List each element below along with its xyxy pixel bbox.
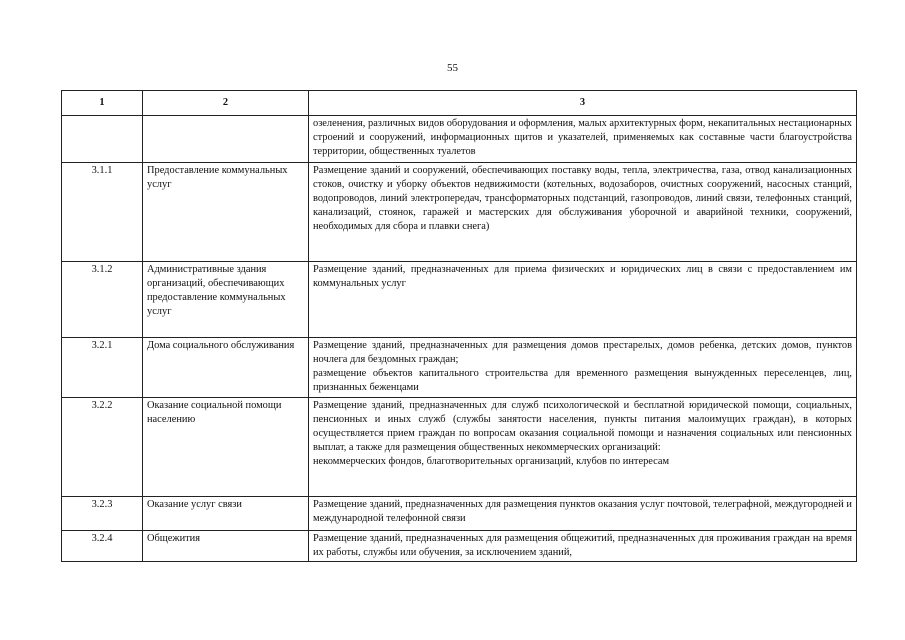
row-code: 3.1.2: [62, 262, 143, 338]
row-description: [309, 338, 857, 398]
row-description: [309, 398, 857, 497]
description-paragraph: Размещение зданий, предназначенных для размещения домов престарелых, домов ребенка, детских домов, пунктов ночлега для бездомных граждан;: [313, 340, 852, 365]
table-row: [62, 398, 857, 497]
description-paragraph: некоммерческих фондов, благотворительных организаций, клубов по интересам: [313, 455, 670, 467]
description-paragraph: озеленения, различных видов оборудования и оформления, малых архитектурных форм, некапитальных нестационарных строений и сооружений, информационных щитов и указателей, применяемых как составные части благоустройства территории, общественных туалетов: [313, 118, 852, 157]
row-name: Общежития: [143, 531, 309, 562]
row-description: [309, 262, 857, 338]
row-name: Предоставление коммунальных услуг: [143, 163, 309, 262]
row-description: [309, 531, 857, 562]
row-name: Дома социального обслуживания: [143, 338, 309, 398]
table-row: [62, 262, 857, 338]
row-name: [143, 116, 309, 163]
table-row: [62, 338, 857, 398]
description-paragraph: Размещение зданий, предназначенных для приема физических и юридических лиц в связи с предоставлением им коммунальных услуг: [313, 264, 852, 289]
header-col-3: 3: [309, 91, 857, 116]
row-name: Административные здания организаций, обеспечивающих предоставление коммунальных услуг: [143, 262, 309, 338]
row-description: [309, 116, 857, 163]
row-code: 3.2.4: [62, 531, 143, 562]
table-row: [62, 116, 857, 163]
row-description: [309, 163, 857, 262]
description-paragraph: размещение объектов капитального строительства для временного размещения вынужденных переселенцев, лиц, признанных беженцами: [313, 367, 852, 393]
table-row: [62, 497, 857, 531]
description-paragraph: Размещение зданий и сооружений, обеспечивающих поставку воды, тепла, электричества, газа, отвод канализационных стоков, очистку и уборку объектов недвижимости (котельных, водозаборов, очистных сооружений, насосных станций, водопроводов, линий электропередач, трансформаторных подстанций, газопроводов, линий связи, телефонных станций, канализаций, стоянок, гаражей и мастерских для обслуживания уборочной и аварийной техники, сооружений, необходимых для сбора и плавки снега): [313, 165, 852, 232]
description-paragraph: Размещение зданий, предназначенных для размещения общежитий, предназначенных для проживания граждан на время их работы, службы или обучения, за исключением зданий,: [313, 533, 852, 558]
header-col-1: 1: [62, 91, 143, 116]
description-paragraph: Размещение зданий, предназначенных для размещения пунктов оказания услуг почтовой, телеграфной, междугородней и международной телефонной связи: [313, 499, 852, 524]
row-name: Оказание социальной помощи населению: [143, 398, 309, 497]
table-row: [62, 531, 857, 562]
row-code: 3.2.3: [62, 497, 143, 531]
land-use-table: [61, 90, 857, 562]
row-code: 3.1.1: [62, 163, 143, 262]
header-col-2: 2: [143, 91, 309, 116]
page-number: 55: [447, 62, 458, 74]
description-paragraph: Размещение зданий, предназначенных для служб психологической и бесплатной юридической помощи, социальных, пенсионных и иных служб (службы занятости населения, пункты питания малоимущих граждан), в которых осуществляется прием граждан по вопросам оказания социальной помощи и назначения социальных или пенсионных выплат, а также для размещения общественных некоммерческих организаций:: [313, 400, 852, 453]
table-header-row: [62, 91, 857, 116]
row-code: 3.2.2: [62, 398, 143, 497]
table-row: [62, 163, 857, 262]
row-code: [62, 116, 143, 163]
row-description: [309, 497, 857, 531]
row-name: Оказание услуг связи: [143, 497, 309, 531]
row-code: 3.2.1: [62, 338, 143, 398]
